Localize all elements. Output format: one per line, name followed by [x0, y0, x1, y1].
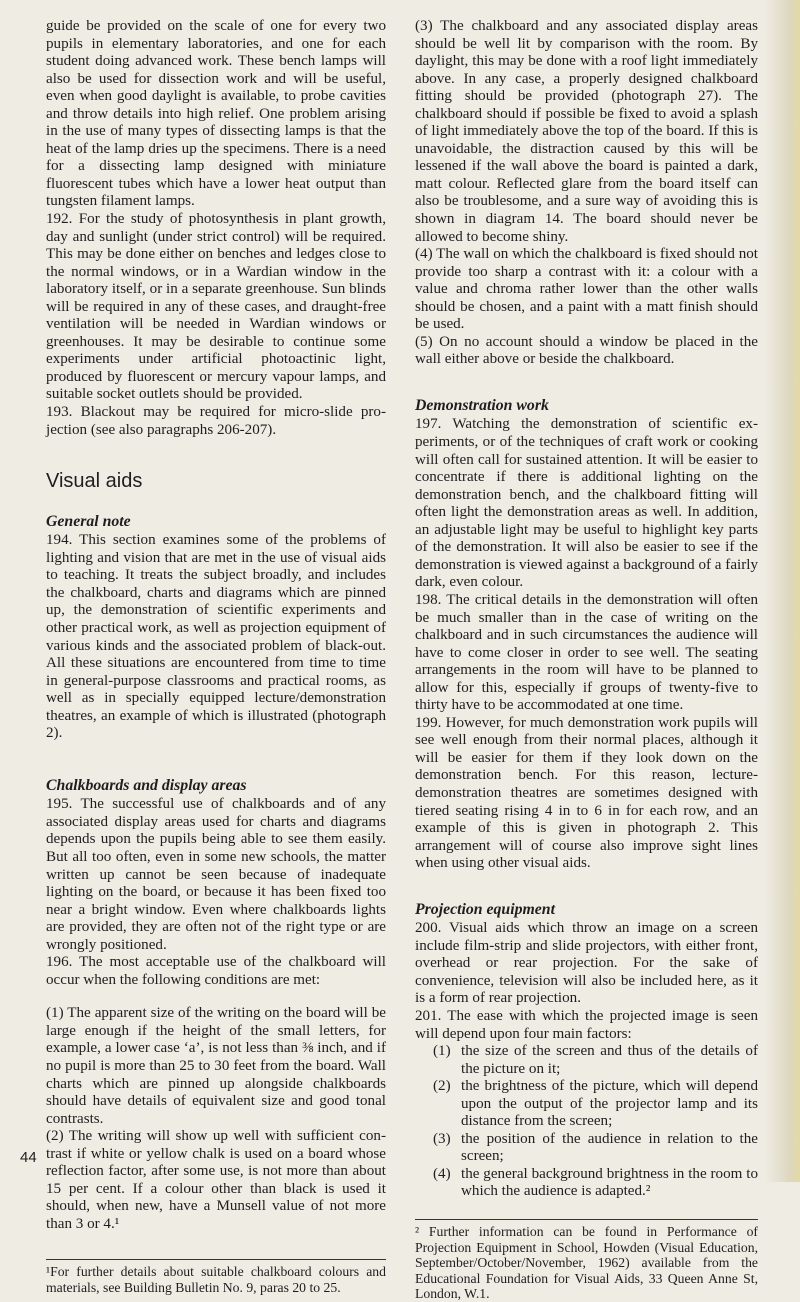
list-item-text: the brightness of the picture, which will depend upon the output of the projector lamp and its distance from the screen; [461, 1078, 758, 1130]
right-column [415, 18, 758, 1302]
subheading-general-note: General note [46, 512, 131, 530]
paragraph-200: 200. Visual aids which throw an image on a screen include film-strip and slide projectors, with either front, overhead or rear projection. For the sake of convenience, television will also be included here, as it is a form of rear projection. [415, 920, 758, 1007]
paragraph-condition-2: (2) The writing will show up well with sufficient contrast if white or yellow chalk is used on a board whose reflection factor, after some use, is not more than about 15 per cent. If a colour other than black is used it should, when new, have a Munsell value of not more than 3 or 4.¹ [46, 1128, 386, 1232]
list-item [415, 1131, 758, 1166]
list-item-number: (3) [433, 1130, 451, 1147]
paragraph-197: 197. Watching the demonstration of scientific experiments, or of the techniques of craft work or cooking will often call for sustained attention. It will be easier to concentrate if there is additional lighting on the demonstration bench, and the chalkboard fitting will often light the demonstration areas as well. In addition, an adjustable light may be useful to highlight key parts of the demonstration. It will also be easier to see if the demonstration is viewed against a background of a fairly dark, even colour. [415, 416, 758, 591]
list-item-number: (2) [433, 1078, 451, 1095]
section-heading-visual-aids: Visual aids [46, 470, 143, 493]
list-item [415, 1078, 758, 1131]
list-item-number: (1) [433, 1043, 451, 1060]
subheading-demonstration: Demonstration work [415, 396, 549, 414]
list-item [415, 1043, 758, 1078]
footnote-rule [415, 1219, 758, 1220]
paragraph-199: 199. However, for much demonstration work pupils will see well enough from their normal places, although it will be easier for them if they look down on the demonstration bench. For this reason, lecture-demonstration theatres are sometimes designed with tiered seating rising 4 in to 6 in for each row, and an example of this is given in photograph 2. This arrangement will of course also improve sight lines when using other visual aids. [415, 714, 758, 872]
paragraph-condition-5: (5) On no account should a window be placed in the wall either above or beside the chalkboard. [415, 333, 758, 368]
paragraph-192: 192. For the study of photosynthesis in plant growth, day and sunlight (under strict control) will be required. This may be done either on benches and ledges close to the normal windows, or in a Wardian window in the laboratory itself, or in a separate greenhouse. Sun blinds will be required in any of these cases, and draught-free ventilation will be needed in Wardian windows or greenhouses. It may be desirable to continue some experiments under artificial photoactinic light, produced by fluorescent or mercury vapour lamps, and suitable socket outlets should be provided. [46, 211, 386, 403]
paragraph-condition-4: (4) The wall on which the chalkboard is fixed should not provide too sharp a contrast with it: a colour with a value and chroma rather lower than the other walls should be chosen, and a paint with a matt finish should be used. [415, 246, 758, 333]
paragraph-201: 201. The ease with which the projected image is seen will depend upon four main factors: [415, 1007, 758, 1042]
subheading-projection: Projection equipment [415, 900, 555, 918]
left-column [46, 18, 386, 1296]
paragraph-condition-3: (3) The chalkboard and any associated display areas should be well lit by comparison with the room. By daylight, this may be done with a roof light immediately above. In any case, a properly designed chalkboard fitting should be provided (photograph 27). The chalkboard should if possible be fixed to avoid a splash of light immediately above the top of the board. If this is unavoidable, the distraction caused by this will be lessened if the wall above the board is painted a dark, matt colour. Reflected glare from the board itself can also be troublesome, and a sure way of avoiding this is shown in diagram 14. The board should never be allowed to become shiny. [415, 18, 758, 245]
paragraph-195: 195. The successful use of chalkboards and of any associated display areas used for charts and diagrams depends upon the pupils being able to see them easily. But all too often, even in some new schools, the matter written up cannot be seen because of inadequate lighting on the board, or because it has been fixed too near a bright window. Even where chalkboards lights are provided, they are often not of the right type or are wrongly positioned. [46, 796, 386, 953]
footnote-rule [46, 1259, 386, 1260]
page-number: 44 [20, 1149, 37, 1166]
paragraph-194: 194. This section examines some of the problems of lighting and vision that are met in the use of visual aids to teaching. It treats the subject broadly, and includes the chalkboard, charts and diagrams which are pinned up, the demonstration of scientific experiments and other practical work, as well as projection equipment of various kinds and the associated problem of black-out. All these situations are encountered from time to time in general-purpose classrooms and practical rooms, as well as in specially equipped lecture/demonstration theatres, an example of which is illustrated (photograph 2). [46, 532, 386, 742]
list-item-text: the position of the audience in relation to the screen; [461, 1130, 758, 1165]
footnote-1: ¹For further details about suitable chalkboard colours and materials, see Building Bulletin No. 9, paras 20 to 25. [46, 1264, 386, 1296]
paragraph-condition-1: (1) The apparent size of the writing on the board will be large enough if the height of the small letters, for example, a lower case ‘a’, is not less than ⅜ inch, and if no pupil is more than 25 to 30 feet from the board. Wall charts which are pinned up alongside chalkboards should have details of equivalent size and good tonal contrasts. [46, 1005, 386, 1127]
paragraph-intro: guide be provided on the scale of one for every two pupils in elementary laboratories, and one for each student doing advanced work. These bench lamps will also be used for dissection work and will be useful, even when good daylight is available, to probe cavities and throw details into high relief. One problem arising in the use of many types of dissecting lamps is that the heat of the lamp dries up the specimens. There is a need for a dissecting lamp designed with miniature fluorescent tubes which have a lower heat output than tungsten filament lamps. [46, 18, 386, 210]
list-item-text: the size of the screen and thus of the details of the picture on it; [461, 1043, 758, 1077]
page-edge-shadow [764, 0, 800, 1182]
paragraph-196: 196. The most acceptable use of the chalkboard will occur when the following conditions are met: [46, 954, 386, 988]
list-item-number: (4) [433, 1165, 451, 1182]
footnote-2: ² Further information can be found in Performance of Projection Equipment in School, Howden (Visual Education, September/October/November, 1962) available from the Educational Foundation for Visual Aids, 33 Queen Anne St, London, W.1. [415, 1224, 758, 1302]
paragraph-198: 198. The critical details in the demonstration will often be much smaller than in the case of writing on the chalkboard and in such circumstances the audience will have to come closer in order to see well. The seating arrangements in the room will have to be planned to allow for this, especially if groups of twenty-five to thirty have to be accommodated at one time. [415, 591, 758, 714]
list-item [415, 1166, 758, 1201]
paragraph-193: 193. Blackout may be required for micro-slide projection (see also paragraphs 206-207). [46, 404, 386, 438]
list-item-text: the general background brightness in the room to which the audience is adapted.² [461, 1165, 758, 1200]
subheading-chalkboards: Chalkboards and display areas [46, 776, 247, 794]
factor-list [415, 1043, 758, 1201]
